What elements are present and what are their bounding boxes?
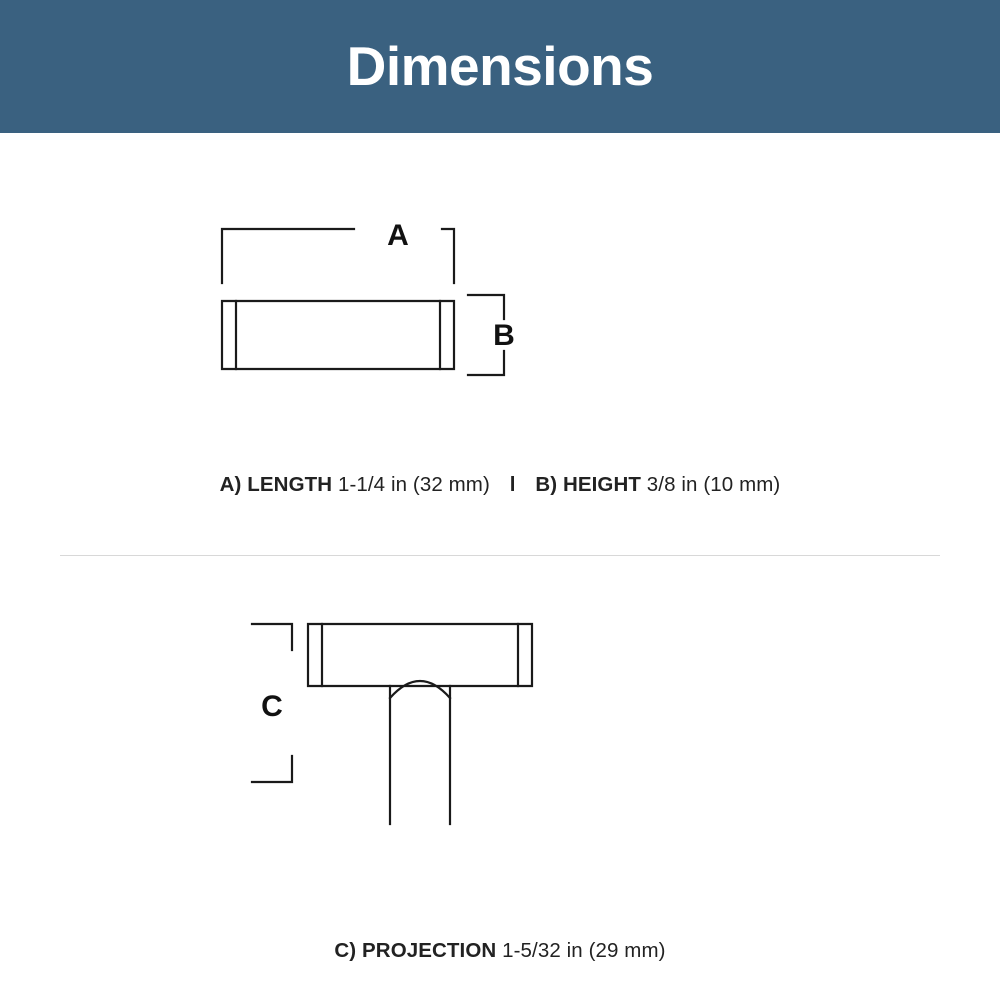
tbar-top-outline xyxy=(308,624,532,686)
caption-separator: l xyxy=(509,473,516,496)
caption-a-value: 1-1/4 in (32 mm) xyxy=(337,473,490,496)
post-shoulder-arc xyxy=(390,681,450,698)
side-view-drawing xyxy=(220,211,780,501)
dimension-bracket-b-top xyxy=(468,295,504,319)
caption-a-label: A) LENGTH xyxy=(219,473,333,496)
dimensions-content xyxy=(0,133,1000,1000)
dimension-label-b: B xyxy=(493,319,515,352)
page-header xyxy=(0,0,1000,133)
caption-front-view xyxy=(0,939,1000,963)
dimension-bracket-a-left xyxy=(222,229,354,283)
dimension-bracket-c-top xyxy=(252,624,292,650)
dimension-bracket-b-bottom xyxy=(468,351,504,375)
figure-front-view xyxy=(0,556,1000,864)
caption-b-label: B) HEIGHT xyxy=(535,473,641,496)
page-title: Dimensions xyxy=(346,35,654,97)
front-view-drawing xyxy=(250,614,750,864)
caption-c-label: C) PROJECTION xyxy=(334,939,497,962)
dimension-bracket-c-bottom xyxy=(252,756,292,782)
bar-outline xyxy=(222,301,454,369)
caption-b-value: 3/8 in (10 mm) xyxy=(646,473,781,496)
dimension-label-a: A xyxy=(387,219,409,252)
figure-side-view xyxy=(0,133,1000,501)
dimension-label-c: C xyxy=(261,690,283,723)
dimension-bracket-a-right xyxy=(442,229,454,283)
caption-c-value: 1-5/32 in (29 mm) xyxy=(502,939,666,962)
